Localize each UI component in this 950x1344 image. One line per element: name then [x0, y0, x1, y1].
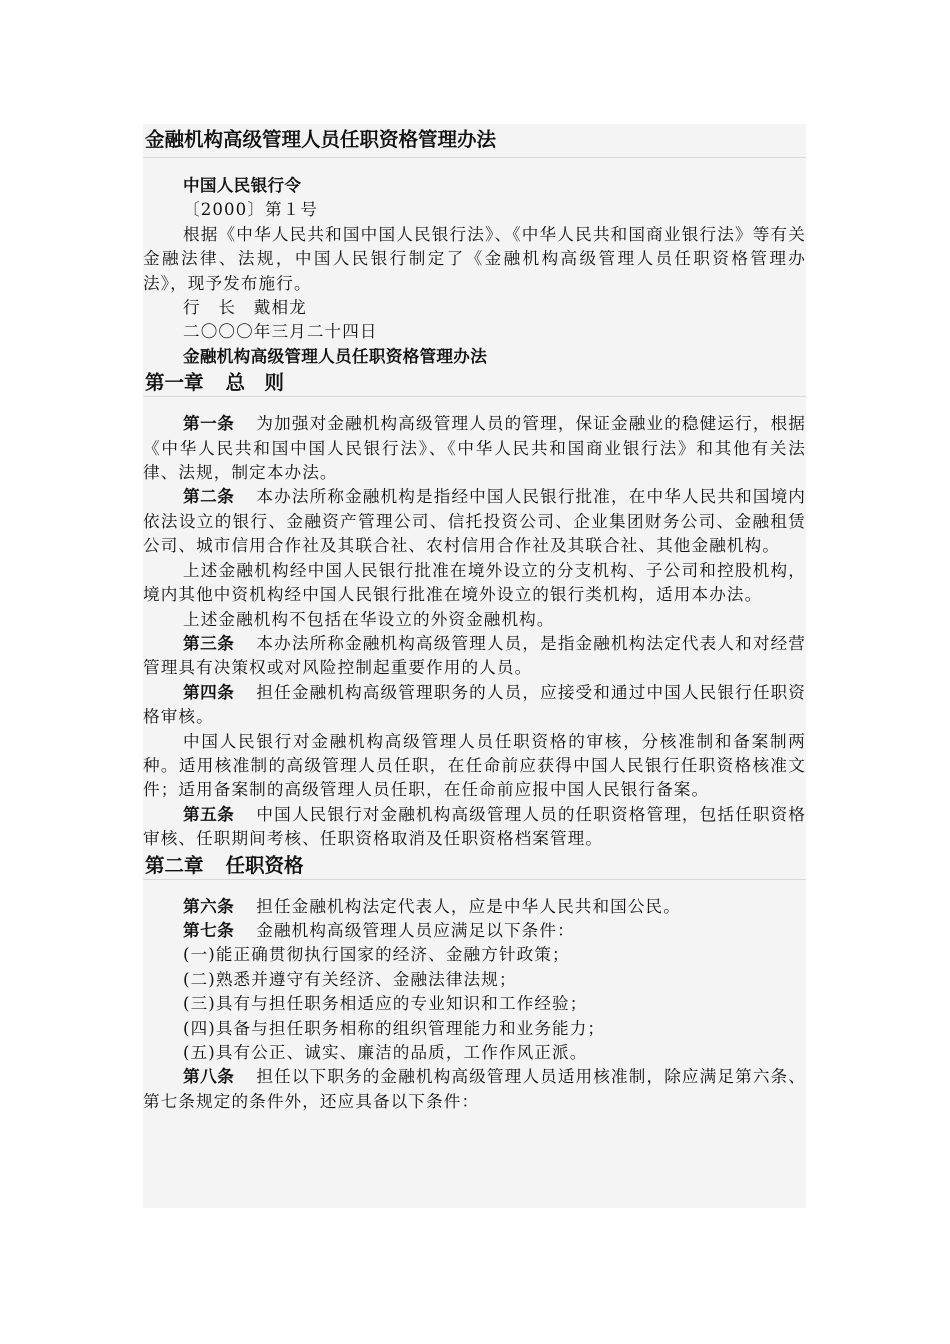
condition-item: (二)熟悉并遵守有关经济、金融法律法规； — [183, 969, 517, 989]
decree-issuer: 中国人民银行令 — [183, 176, 302, 195]
decree-body: 根据《中华人民共和国中国人民银行法》、《中华人民共和国商业银行法》等有关金融法律、法规，中国人民银行制定了《金融机构高级管理人员任职资格管理办法》，现予发布施行。 — [143, 224, 806, 293]
article-4-label: 第四条 — [183, 682, 235, 702]
article-6-label: 第六条 — [183, 896, 235, 916]
article-7-text: 金融机构高级管理人员应满足以下条件： — [256, 920, 575, 940]
chapter-2-name: 任职资格 — [225, 853, 304, 877]
article-3-text: 本办法所称金融机构高级管理人员，是指金融机构法定代表人和对经营管理具有决策权或对风险控制起重要作用的人员。 — [143, 633, 806, 678]
article-7-label: 第七条 — [183, 920, 235, 940]
chapter-1-number: 第一章 — [145, 371, 204, 395]
chapter-1-heading — [143, 369, 806, 396]
article-4-text: 担任金融机构高级管理职务的人员，应接受和通过中国人民银行任职资格审核。 — [143, 682, 806, 727]
article-5-label: 第五条 — [183, 804, 235, 824]
article-1-text: 为加强对金融机构高级管理人员的管理，保证金融业的稳健运行，根据《中华人民共和国中国人民银行法》、《中华人民共和国商业银行法》和其他有关法律、法规，制定本办法。 — [143, 414, 806, 483]
chapter-2-body — [143, 880, 806, 1115]
article-3 — [143, 632, 806, 681]
decree-date: 二〇〇〇年三月二十四日 — [183, 322, 378, 342]
article-2 — [143, 485, 806, 558]
article-5-text: 中国人民银行对金融机构高级管理人员的任职资格管理，包括任职资格审核、任职期间考核、任职资格取消及任职资格档案管理。 — [143, 804, 806, 849]
chapter-1-name: 总 则 — [225, 371, 285, 395]
article-1-label: 第一条 — [183, 414, 235, 434]
chapter-1-body — [143, 397, 806, 851]
article-1 — [143, 412, 806, 485]
chapter-2-heading — [143, 852, 806, 879]
decree-subtitle: 金融机构高级管理人员任职资格管理办法 — [183, 346, 488, 366]
document-title: 金融机构高级管理人员任职资格管理办法 — [145, 128, 497, 151]
article-7 — [143, 919, 806, 943]
condition-item: (一)能正确贯彻执行国家的经济、金融方针政策； — [183, 945, 570, 965]
chapter-2-number: 第二章 — [145, 853, 204, 877]
condition-item: (五)具有公正、诚实、廉洁的品质，工作作风正派。 — [183, 1043, 588, 1062]
article-8-label: 第八条 — [183, 1067, 235, 1087]
article-2-label: 第二条 — [183, 487, 235, 507]
article-2-paragraph-3: 上述金融机构不包括在华设立的外资金融机构。 — [183, 609, 555, 629]
decree-block — [143, 158, 806, 369]
article-8-text: 担任以下职务的金融机构高级管理人员适用核准制，除应满足第六条、第七条规定的条件外，还应具备以下条件： — [143, 1067, 806, 1111]
article-4 — [143, 681, 806, 730]
article-2-paragraph-2: 上述金融机构经中国人民银行批准在境外设立的分支机构、子公司和控股机构，境内其他中资机构经中国人民银行批准在境外设立的银行类机构，适用本办法。 — [143, 560, 806, 605]
article-6 — [143, 895, 806, 919]
article-2-text: 本办法所称金融机构是指经中国人民银行批准，在中华人民共和国境内依法设立的银行、金融资产管理公司、信托投资公司、企业集团财务公司、金融租赁公司、城市信用合作社及其联合社、农村信用合作社及其联合社、其他金融机构。 — [143, 487, 806, 556]
decree-signer: 行 长 戴相龙 — [183, 298, 307, 318]
decree-number: 〔2000〕第１号 — [183, 200, 319, 220]
article-8 — [143, 1065, 806, 1114]
article-4-paragraph-2: 中国人民银行对金融机构高级管理人员任职资格的审核，分核准制和备案制两种。适用核准制的高级管理人员任职，在任命前应获得中国人民银行任职资格核准文件；适用备案制的高级管理人员任职，在任命前应报中国人民银行备案。 — [143, 731, 806, 800]
article-6-text: 担任金融机构法定代表人，应是中华人民共和国公民。 — [256, 896, 681, 916]
article-3-label: 第三条 — [183, 633, 235, 653]
condition-item: (三)具有与担任职务相适应的专业知识和工作经验； — [183, 994, 588, 1014]
article-5 — [143, 803, 806, 852]
document-page — [143, 124, 806, 1208]
condition-item: (四)具备与担任职务相称的组织管理能力和业务能力； — [183, 1018, 606, 1038]
